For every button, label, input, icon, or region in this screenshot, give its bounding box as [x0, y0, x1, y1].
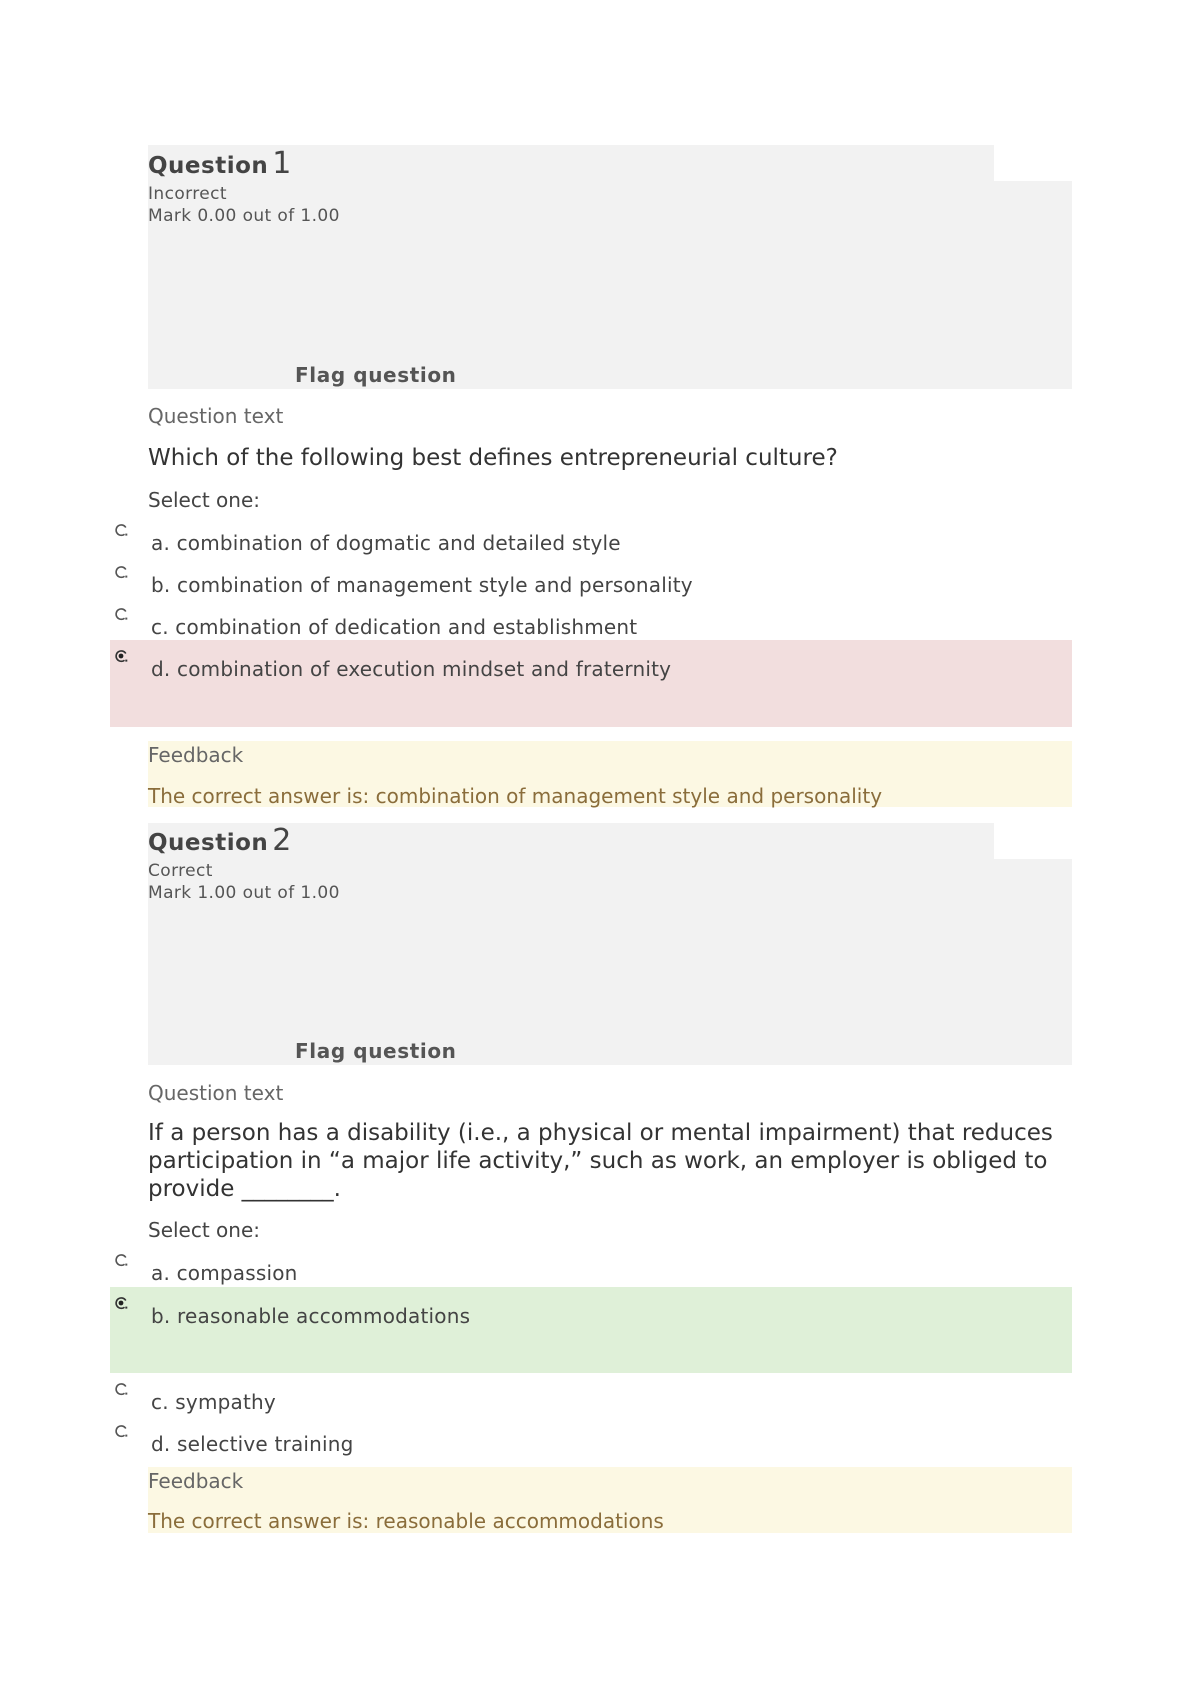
- answer-option-d-label[interactable]: d. combination of execution mindset and fraternity: [151, 657, 672, 681]
- feedback-correct-answer: The correct answer is: combination of management style and personality: [148, 784, 883, 808]
- answer-option-c-label[interactable]: c. sympathy: [151, 1390, 276, 1414]
- radio-unselected-icon[interactable]: [114, 607, 128, 621]
- answer-option-c-label[interactable]: c. combination of dedication and establishment: [151, 615, 638, 639]
- question-heading-label: Question: [148, 830, 269, 856]
- answer-option-a-label[interactable]: a. compassion: [151, 1261, 298, 1285]
- question-heading: [148, 146, 292, 181]
- question-number: 1: [272, 146, 292, 181]
- answer-option-a-label[interactable]: a. combination of dogmatic and detailed style: [151, 531, 621, 555]
- radio-unselected-icon[interactable]: [114, 1382, 128, 1396]
- radio-unselected-icon[interactable]: [114, 523, 128, 537]
- question-text-label: Question text: [148, 1081, 284, 1105]
- select-one-label: Select one:: [148, 488, 261, 512]
- flag-question-button[interactable]: Flag question: [295, 1039, 457, 1063]
- radio-unselected-icon[interactable]: [114, 565, 128, 579]
- question-mark: Mark 1.00 out of 1.00: [148, 883, 340, 903]
- select-one-label: Select one:: [148, 1218, 261, 1242]
- radio-selected-icon[interactable]: [114, 649, 128, 663]
- radio-unselected-icon[interactable]: [114, 1424, 128, 1438]
- question-text: If a person has a disability (i.e., a physical or mental impairment) that reduces participation in “a major life activity,” such as work, an employer is obliged to provide ________.: [148, 1120, 1053, 1202]
- question-state: Incorrect: [148, 184, 227, 204]
- question-number: 2: [272, 823, 292, 858]
- question-state: Correct: [148, 861, 213, 881]
- question-heading: [148, 823, 292, 858]
- feedback-correct-answer: The correct answer is: reasonable accommodations: [148, 1509, 664, 1533]
- question-text-label: Question text: [148, 404, 284, 428]
- flag-question-button[interactable]: Flag question: [295, 363, 457, 387]
- feedback-label: Feedback: [148, 1469, 244, 1493]
- radio-selected-icon[interactable]: [114, 1296, 128, 1310]
- selected-answer-incorrect-band: [110, 640, 1072, 727]
- question-mark: Mark 0.00 out of 1.00: [148, 206, 340, 226]
- question-text: Which of the following best defines entrepreneurial culture?: [148, 445, 838, 471]
- answer-option-d-label[interactable]: d. selective training: [151, 1432, 354, 1456]
- question-heading-label: Question: [148, 153, 269, 179]
- answer-option-b-label[interactable]: b. combination of management style and personality: [151, 573, 693, 597]
- answer-option-b-label[interactable]: b. reasonable accommodations: [151, 1304, 471, 1328]
- radio-unselected-icon[interactable]: [114, 1253, 128, 1267]
- selected-answer-correct-band: [110, 1287, 1072, 1373]
- feedback-label: Feedback: [148, 743, 244, 767]
